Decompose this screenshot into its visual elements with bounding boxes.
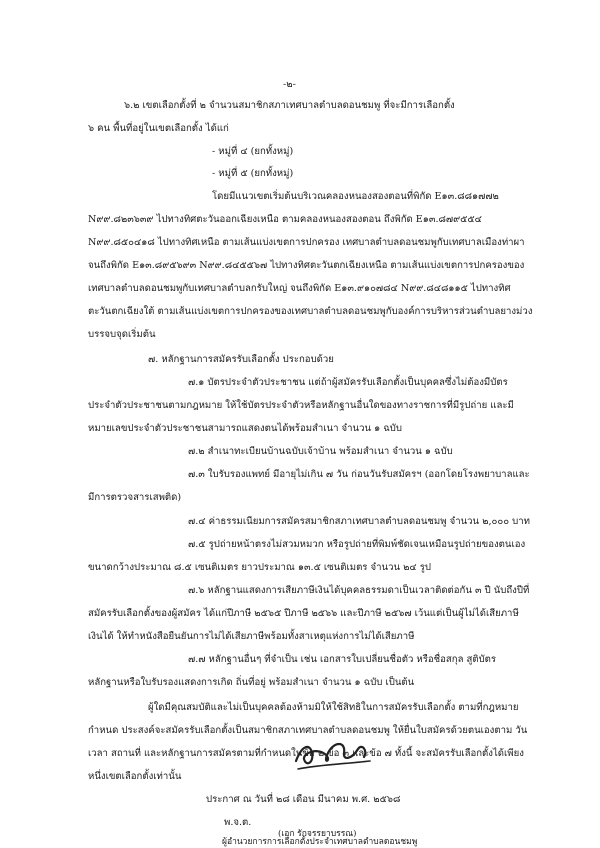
item-7-1-line: ประจำตัวประชาชนตามกฎหมาย ให้ใช้บัตรประจำตัวหรือหลักฐานอื่นใดของทางราชการที่มีรูปถ่าย และมี	[88, 400, 514, 411]
page-number: -๒-	[283, 79, 296, 90]
item-7-4: ๗.๔ ค่าธรรมเนียมการสมัครสมาชิกสภาเทศบาลตำบลดอนชมพู จำนวน ๒,๐๐๐ บาท	[188, 516, 530, 527]
boundary-line: N๙๙.๘๒๓๖๓๙ ไปทางทิศตะวันออกเฉียงเหนือ ตามคลองหนองสองตอน ถึงพิกัด E๑๓.๘๗๙๕๕๔	[88, 214, 482, 225]
signatory-name: (เอก รักจรรยาบรรณ)	[278, 829, 357, 839]
boundary-line: โดยมีแนวเขตเริ่มต้นบริเวณคลองหนองสองตอนที่พิกัด E๑๓.๘๘๑๗๗๒	[212, 191, 499, 202]
closing-line: ผู้ใดมีคุณสมบัติและไม่เป็นบุคคลต้องห้ามมิให้ใช้สิทธิในการสมัครรับเลือกตั้ง ตามที่กฎหมาย	[148, 702, 519, 713]
section-6-2-line-1: ๖.๒ เขตเลือกตั้งที่ ๒ จำนวนสมาชิกสภาเทศบาลตำบลดอนชมพู ที่จะมีการเลือกตั้ง	[124, 100, 455, 111]
boundary-line: จนถึงพิกัด E๑๓.๘๙๕๖๙๓ N๙๙.๘๔๕๕๖๗ ไปทางทิศตะวันตกเฉียงเหนือ ตามเส้นแบ่งเขตการปกครองของ	[88, 260, 525, 271]
item-7-5-line: ๗.๕ รูปถ่ายหน้าตรงไม่สวมหมวก หรือรูปถ่ายที่พิมพ์ชัดเจนเหมือนรูปถ่ายของตนเอง	[188, 539, 526, 550]
item-7-6-line: สมัครรับเลือกตั้งของผู้สมัคร ได้แก่ปีภาษี ๒๕๖๕ ปีภาษี ๒๕๖๖ และปีภาษี ๒๕๖๗ เว้นแต่เป็นผู้ไม่ได้เสียภาษี	[88, 608, 519, 619]
announcement-date: ประกาศ ณ วันที่ ๒๘ เดือน มีนาคม พ.ศ. ๒๕๖๘	[206, 794, 401, 805]
item-7-7-line: หลักฐานหรือใบรับรองแสดงการเกิด ถิ่นที่อยู่ พร้อมสำเนา จำนวน ๑ ฉบับ เป็นต้น	[88, 677, 415, 688]
item-7-6-line: ๗.๖ หลักฐานแสดงการเสียภาษีเงินได้บุคคลธรรมดาเป็นเวลาติดต่อกัน ๓ ปี นับถึงปีที่	[188, 585, 530, 596]
section-6-2-line-2: ๖ คน พื้นที่อยู่ในเขตเลือกตั้ง ได้แก่	[88, 123, 229, 134]
item-7-3-line: ๗.๓ ใบรับรองแพทย์ มีอายุไม่เกิน ๗ วัน ก่อนวันรับสมัครฯ (ออกโดยโรงพยาบาลและ	[188, 469, 530, 480]
closing-line: เวลา สถานที่ และหลักฐานการสมัครตามที่กำหนดในข้อ ๒ ข้อ ๓ และข้อ ๗ ทั้งนี้ จะสมัครรับเลือกตั้งได้เพียง	[88, 748, 524, 759]
closing-line: กำหนด ประสงค์จะสมัครรับเลือกตั้งเป็นสมาชิกสภาเทศบาลตำบลดอนชมพู ให้ยื่นใบสมัครด้วยตนเองตาม วัน	[88, 725, 528, 736]
boundary-line: บรรจบจุดเริ่มต้น	[88, 329, 156, 340]
item-7-6-line: เงินได้ ให้ทำหนังสือยืนยันการไม่ได้เสียภาษีพร้อมทั้งสาเหตุแห่งการไม่ได้เสียภาษี	[88, 631, 415, 642]
village-5: - หมู่ที่ ๕ (ยกทั้งหมู่)	[212, 168, 294, 179]
item-7-7-line: ๗.๗ หลักฐานอื่นๆ ที่จำเป็น เช่น เอกสารใบเปลี่ยนชื่อตัว หรือชื่อสกุล สูติบัตร	[188, 654, 497, 665]
item-7-1-line: ๗.๑ บัตรประจำตัวประชาชน แต่ถ้าผู้สมัครรับเลือกตั้งเป็นบุคคลซึ่งไม่ต้องมีบัตร	[188, 377, 508, 388]
boundary-line: N๙๙.๘๕๐๔๑๘ ไปทางทิศเหนือ ตามเส้นแบ่งเขตการปกครอง เทศบาลตำบลดอนชมพูกับเทศบาลเมืองท่าผา	[88, 237, 525, 248]
village-4: - หมู่ที่ ๔ (ยกทั้งหมู่)	[212, 146, 294, 157]
item-7-2: ๗.๒ สำเนาทะเบียนบ้านฉบับเจ้าบ้าน พร้อมสำเนา จำนวน ๑ ฉบับ	[188, 446, 453, 457]
item-7-3-line: มีการตรวจสารเสพติด)	[88, 492, 182, 503]
boundary-line: ตะวันตกเฉียงใต้ ตามเส้นแบ่งเขตการปกครองของเทศบาลตำบลดอนชมพูกับองค์การบริหารส่วนตำบลยางม่วง	[88, 306, 533, 317]
signatory-title: ผู้อำนวยการการเลือกตั้งประจำเทศบาลตำบลดอนชมพู	[222, 837, 418, 847]
handwritten-signature	[288, 731, 378, 775]
item-7-5-line: ขนาดกว้างประมาณ ๘.๕ เซนติเมตร ยาวประมาณ ๑๓.๕ เซนติเมตร จำนวน ๒๔ รูป	[88, 562, 431, 573]
section-7-heading: ๗. หลักฐานการสมัครรับเลือกตั้ง ประกอบด้วย	[148, 354, 334, 365]
item-7-1-line: หมายเลขประจำตัวประชาชนสามารถแสดงตนได้พร้อมสำเนา จำนวน ๑ ฉบับ	[88, 423, 402, 434]
closing-line: หนึ่งเขตเลือกตั้งเท่านั้น	[88, 771, 182, 782]
boundary-line: เทศบาลตำบลดอนชมพูกับเทศบาลตำบลกรับใหญ่ จนถึงพิกัด E๑๓.๙๑๐๗๘๔ N๙๙.๘๔๘๑๑๕ ไปทางทิศ	[88, 283, 511, 294]
signature-prefix: พ.จ.ต.	[224, 817, 252, 828]
